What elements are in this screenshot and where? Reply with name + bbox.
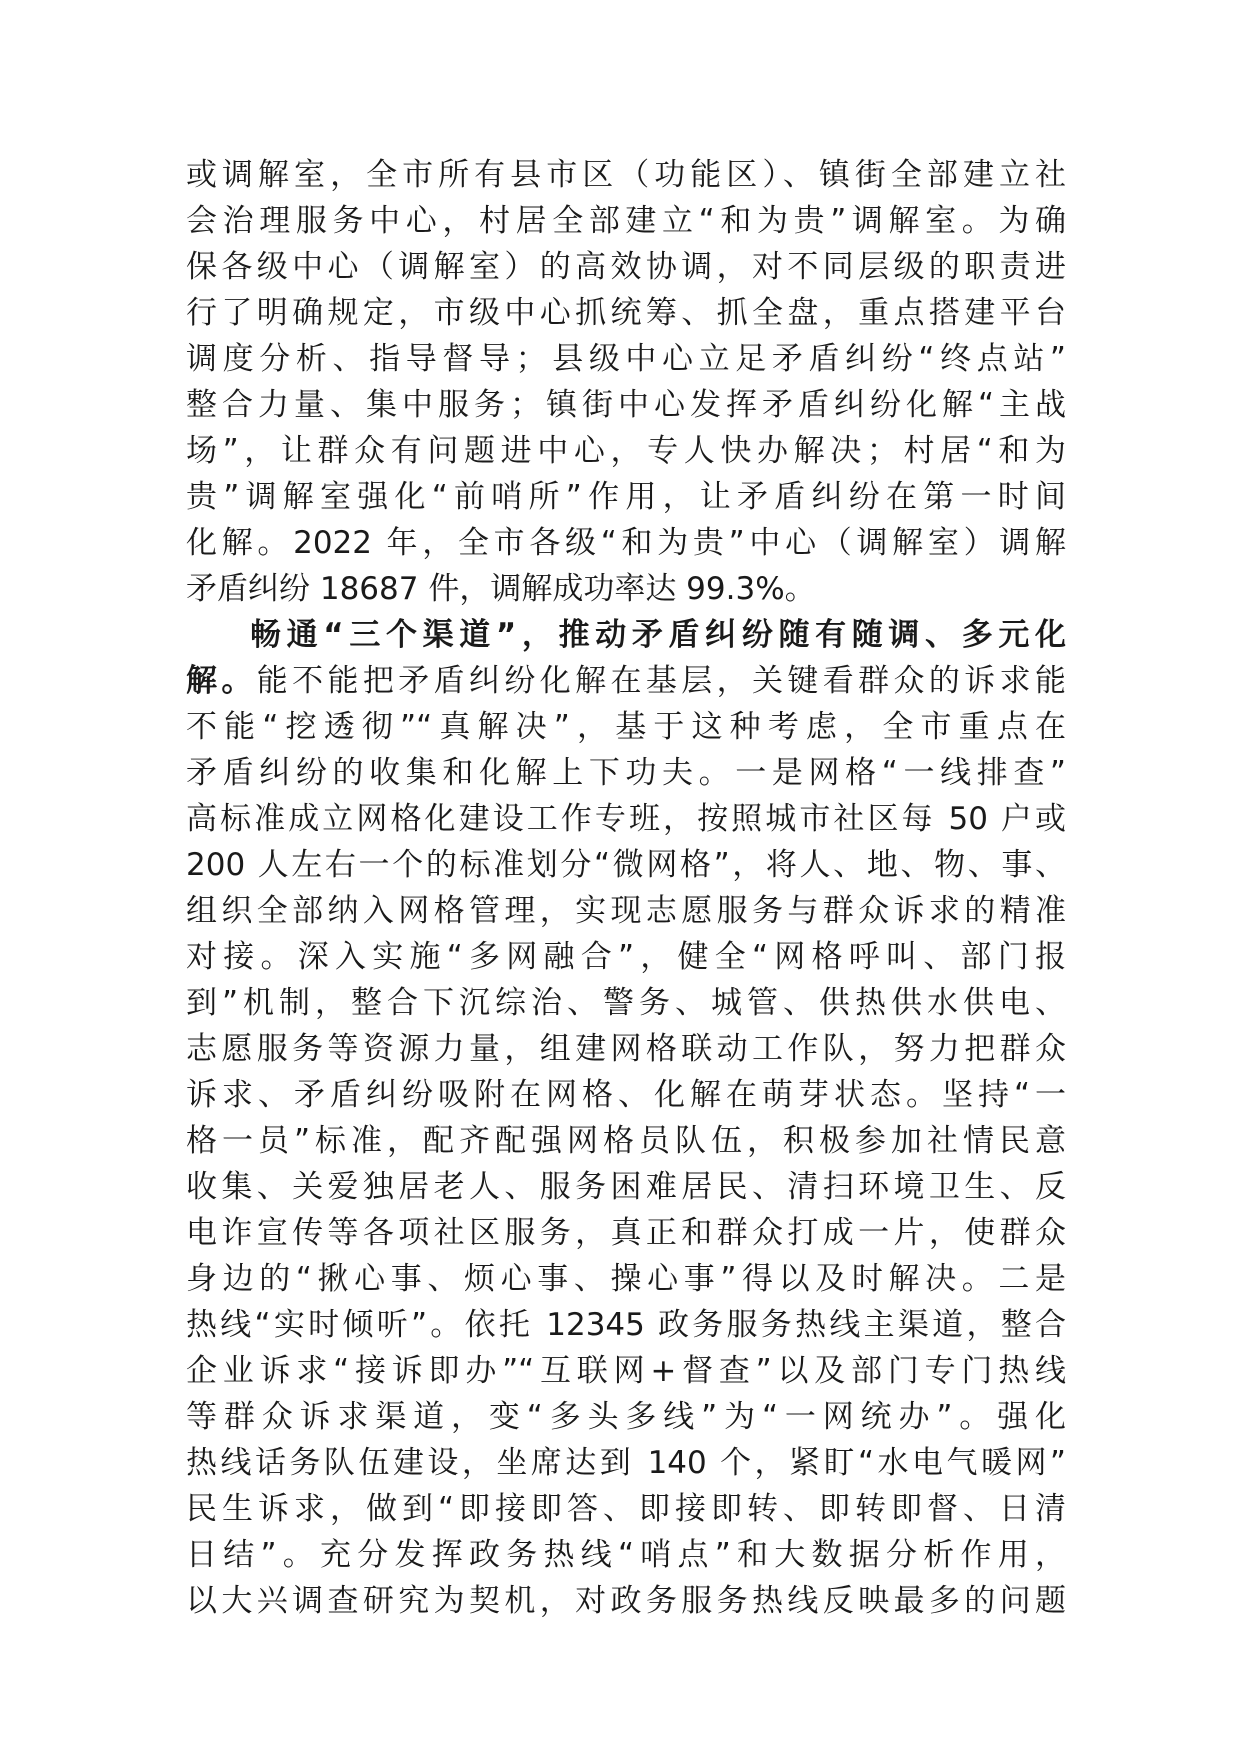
- text-line: 电诈宣传等各项社区服务，真正和群众打成一片，使群众: [186, 1215, 1066, 1251]
- text-line: 或调解室，全市所有县市区（功能区）、镇街全部建立社: [186, 157, 1066, 193]
- text-line: 矛盾纠纷的收集和化解上下功夫。一是网格“一线排查”: [186, 755, 1066, 791]
- paragraph-1: [186, 152, 1066, 612]
- text-line: 热线话务队伍建设，坐席达到 140 个，紧盯“水电气暖网”: [186, 1445, 1066, 1481]
- text-line: 场”，让群众有问题进中心，专人快办解决；村居“和为: [186, 433, 1066, 469]
- text-line: 不能“挖透彻”“真解决”，基于这种考虑，全市重点在: [186, 709, 1066, 745]
- text-line: 到”机制，整合下沉综治、警务、城管、供热供水供电、: [186, 985, 1066, 1021]
- text-line: 矛盾纠纷 18687 件，调解成功率达 99.3%。: [186, 571, 816, 607]
- paragraph-2: [186, 612, 1066, 1624]
- text-line: 化解。2022 年，全市各级“和为贵”中心（调解室）调解: [186, 525, 1066, 561]
- text-line: [186, 658, 1066, 704]
- text-line: 行了明确规定，市级中心抓统筹、抓全盘，重点搭建平台: [186, 295, 1066, 331]
- text-line: 200 人左右一个的标准划分“微网格”，将人、地、物、事、: [186, 847, 1066, 883]
- text-line: 贵”调解室强化“前哨所”作用，让矛盾纠纷在第一时间: [186, 479, 1066, 515]
- text-line: 热线“实时倾听”。依托 12345 政务服务热线主渠道，整合: [186, 1307, 1066, 1343]
- text-line: 等群众诉求渠道，变“多头多线”为“一网统办”。强化: [186, 1399, 1066, 1435]
- text-line: 调度分析、指导督导；县级中心立足矛盾纠纷“终点站”: [186, 341, 1066, 377]
- text-line: 以大兴调查研究为契机，对政务服务热线反映最多的问题: [186, 1583, 1066, 1619]
- text-line: 组织全部纳入网格管理，实现志愿服务与群众诉求的精准: [186, 893, 1066, 929]
- text-line: 格一员”标准，配齐配强网格员队伍，积极参加社情民意: [186, 1123, 1066, 1159]
- text-line: 诉求、矛盾纠纷吸附在网格、化解在萌芽状态。坚持“一: [186, 1077, 1066, 1113]
- section-heading: 畅通“三个渠道”，推动矛盾纠纷随有随调、多元化: [250, 617, 1066, 653]
- text-line: 会治理服务中心，村居全部建立“和为贵”调解室。为确: [186, 203, 1066, 239]
- text-line: 志愿服务等资源力量，组建网格联动工作队，努力把群众: [186, 1031, 1066, 1067]
- body-text: [186, 152, 1066, 1624]
- text-line: 对接。深入实施“多网融合”，健全“网格呼叫、部门报: [186, 939, 1066, 975]
- text-line: 保各级中心（调解室）的高效协调，对不同层级的职责进: [186, 249, 1066, 285]
- text-line: 整合力量、集中服务；镇街中心发挥矛盾纠纷化解“主战: [186, 387, 1066, 423]
- text-line: 日结”。充分发挥政务热线“哨点”和大数据分析作用，: [186, 1537, 1066, 1573]
- text-line: 身边的“揪心事、烦心事、操心事”得以及时解决。二是: [186, 1261, 1066, 1297]
- text-line-rest: 能不能把矛盾纠纷化解在基层，关键看群众的诉求能: [256, 663, 1066, 699]
- text-line: 民生诉求，做到“即接即答、即接即转、即转即督、日清: [186, 1491, 1066, 1527]
- text-line: 收集、关爱独居老人、服务困难居民、清扫环境卫生、反: [186, 1169, 1066, 1205]
- text-line: 高标准成立网格化建设工作专班，按照城市社区每 50 户或: [186, 801, 1066, 837]
- section-heading-end: 解。: [186, 663, 257, 699]
- text-line: 企业诉求“接诉即办”“互联网+督查”以及部门专门热线: [186, 1353, 1066, 1389]
